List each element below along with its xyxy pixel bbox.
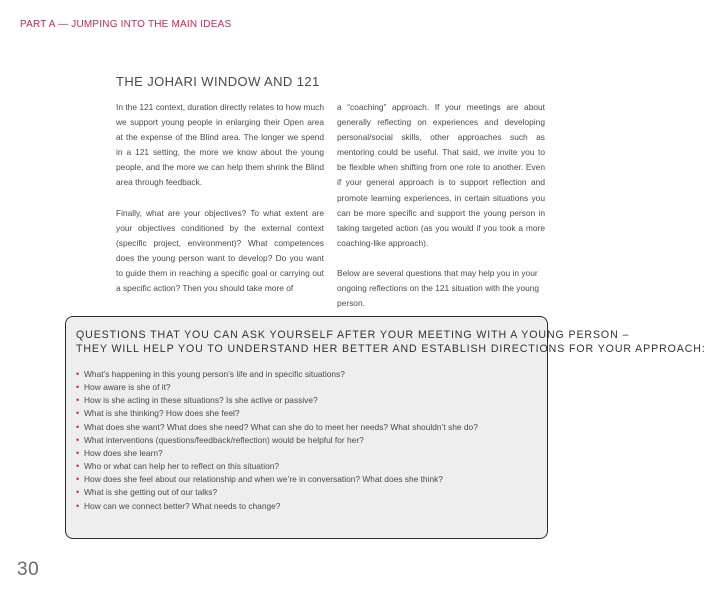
bullet-icon: • bbox=[76, 461, 80, 472]
bullet-icon: • bbox=[76, 395, 80, 406]
left-paragraph-1: In the 121 context, duration directly relates to how much we support young people in enlarging their Open area at the expense of the Blind area. The longer we spend in a 121 setting, the more we know about the young people, and the more we can help them shrink the Blind area through feedback. bbox=[116, 102, 324, 188]
bullet-icon: • bbox=[76, 447, 80, 458]
list-item bbox=[76, 381, 535, 394]
question-text: What is she getting out of our talks? bbox=[84, 487, 218, 498]
list-item bbox=[76, 434, 535, 447]
right-paragraph-1: a “coaching” approach. If your meetings are about generally reflecting on experiences and developing personal/social skills, other approaches such as mentoring could be useful. That said, we invite you to be flexible when shifting from one role to another. Even if your general approach is to support reflection and promote learning experiences, in certain situations you can be more specific and support the young person in taking targeted action (as you would if you took a more coaching-like approach). bbox=[337, 102, 545, 248]
list-item bbox=[76, 460, 535, 473]
bullet-icon: • bbox=[76, 421, 80, 432]
list-item bbox=[76, 486, 535, 499]
question-text: How can we connect better? What needs to change? bbox=[84, 500, 281, 511]
callout-heading-line-2: THEY WILL HELP YOU TO UNDERSTAND HER BETTER AND ESTABLISH DIRECTIONS FOR YOUR APPROACH: bbox=[76, 342, 706, 355]
bullet-icon: • bbox=[76, 474, 80, 485]
body-columns bbox=[116, 100, 545, 311]
left-paragraph-2: Finally, what are your objectives? To what extent are your objectives conditioned by the external context (specific project, environment)? What competences does the young person want to develop? Do you want to guide them in reaching a specific goal or carrying out a specific action? Then you should take more of bbox=[116, 207, 324, 294]
section-heading: THE JOHARI WINDOW AND 121 bbox=[116, 74, 320, 89]
right-paragraph-2: Below are several questions that may help you in your ongoing reflections on the 121 situation with the young person. bbox=[337, 268, 540, 309]
questions-callout-box bbox=[65, 316, 706, 539]
list-item bbox=[76, 368, 535, 381]
question-text: Who or what can help her to reflect on this situation? bbox=[84, 461, 280, 472]
question-text: What interventions (questions/feedback/reflection) would be helpful for her? bbox=[84, 434, 364, 445]
questions-list bbox=[76, 368, 535, 513]
question-text: How aware is she of it? bbox=[84, 382, 171, 393]
page-number: 30 bbox=[17, 559, 40, 580]
bullet-icon: • bbox=[76, 382, 80, 393]
list-item bbox=[76, 473, 535, 486]
running-header: PART A — JUMPING INTO THE MAIN IDEAS bbox=[20, 19, 232, 30]
bullet-icon: • bbox=[76, 434, 80, 445]
question-text: What does she want? What does she need? What can she do to meet her needs? What shouldn’t she do? bbox=[84, 421, 478, 432]
bullet-icon: • bbox=[76, 500, 80, 511]
bullet-icon: • bbox=[76, 408, 80, 419]
list-item bbox=[76, 421, 535, 434]
left-column bbox=[116, 100, 324, 311]
question-text: How does she feel about our relationship and when we’re in conversation? What does she think? bbox=[84, 474, 443, 485]
list-item bbox=[76, 407, 535, 420]
list-item bbox=[76, 394, 535, 407]
question-text: What’s happening in this young person’s life and in specific situations? bbox=[84, 369, 345, 379]
bullet-icon: • bbox=[76, 487, 80, 498]
bullet-icon: • bbox=[76, 369, 80, 379]
question-text: How is she acting in these situations? Is she active or passive? bbox=[84, 395, 318, 406]
list-item bbox=[76, 447, 535, 460]
right-column bbox=[337, 100, 545, 311]
question-text: How does she learn? bbox=[84, 447, 163, 458]
callout-heading-line-1: QUESTIONS THAT YOU CAN ASK YOURSELF AFTER YOUR MEETING WITH A YOUNG PERSON – bbox=[76, 329, 630, 341]
question-text: What is she thinking? How does she feel? bbox=[84, 408, 240, 419]
list-item bbox=[76, 500, 535, 513]
callout-heading bbox=[76, 329, 706, 356]
